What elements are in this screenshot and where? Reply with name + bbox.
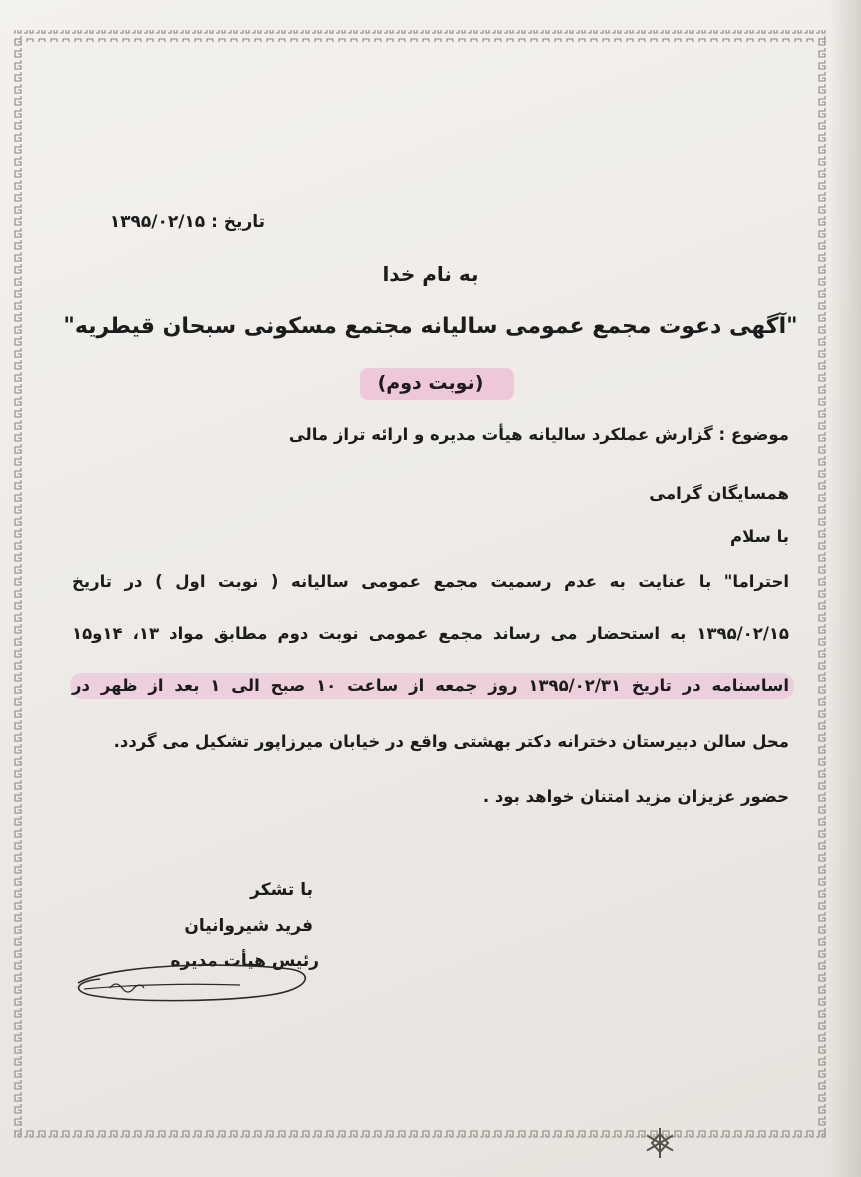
handwritten-signature xyxy=(70,955,320,1015)
signature-role: رئیس هیأت مدیره xyxy=(170,951,319,971)
letter-greeting: همسایگان گرامی xyxy=(649,484,789,503)
body-line-4: محل سالن دبیرستان دخترانه دکتر بهشتی واقع در خیابان میرزاپور تشکیل می گردد. xyxy=(113,732,789,751)
letter-title: "آگهی دعوت مجمع عمومی سالیانه مجتمع مسکونی سبحان قیطریه" xyxy=(63,314,798,339)
letter-salutation: با سلام xyxy=(730,527,789,546)
signature-name: فرید شیروانیان xyxy=(184,916,313,936)
signature-thanks: با تشکر xyxy=(250,880,313,900)
letter-subtitle: (نوبت دوم) xyxy=(377,372,484,394)
body-line-2: ۱۳۹۵/۰۲/۱۵ به استحضار می رساند مجمع عمومی نوبت دوم مطابق مواد ۱۳، ۱۴و۱۵ xyxy=(72,624,789,643)
letter-closing: حضور عزیزان مزید امتنان خواهد بود . xyxy=(482,787,789,806)
basmala-heading: به نام خدا xyxy=(382,262,479,286)
snowflake-logo-icon xyxy=(642,1125,678,1161)
letter-date: تاریخ : ۱۳۹۵/۰۲/۱۵ xyxy=(109,212,265,232)
body-line-3: اساسنامه در تاریخ ۱۳۹۵/۰۲/۳۱ روز جمعه از ساعت ۱۰ صبح الی ۱ بعد از ظهر در xyxy=(72,676,789,695)
body-line-1: احتراما" با عنایت به عدم رسمیت مجمع عمومی سالیانه ( نوبت اول ) در تاریخ xyxy=(72,572,789,591)
letter-subject: موضوع : گزارش عملکرد سالیانه هیأت مدیره و ارائه تراز مالی xyxy=(288,425,789,444)
page-shadow xyxy=(829,0,861,1177)
